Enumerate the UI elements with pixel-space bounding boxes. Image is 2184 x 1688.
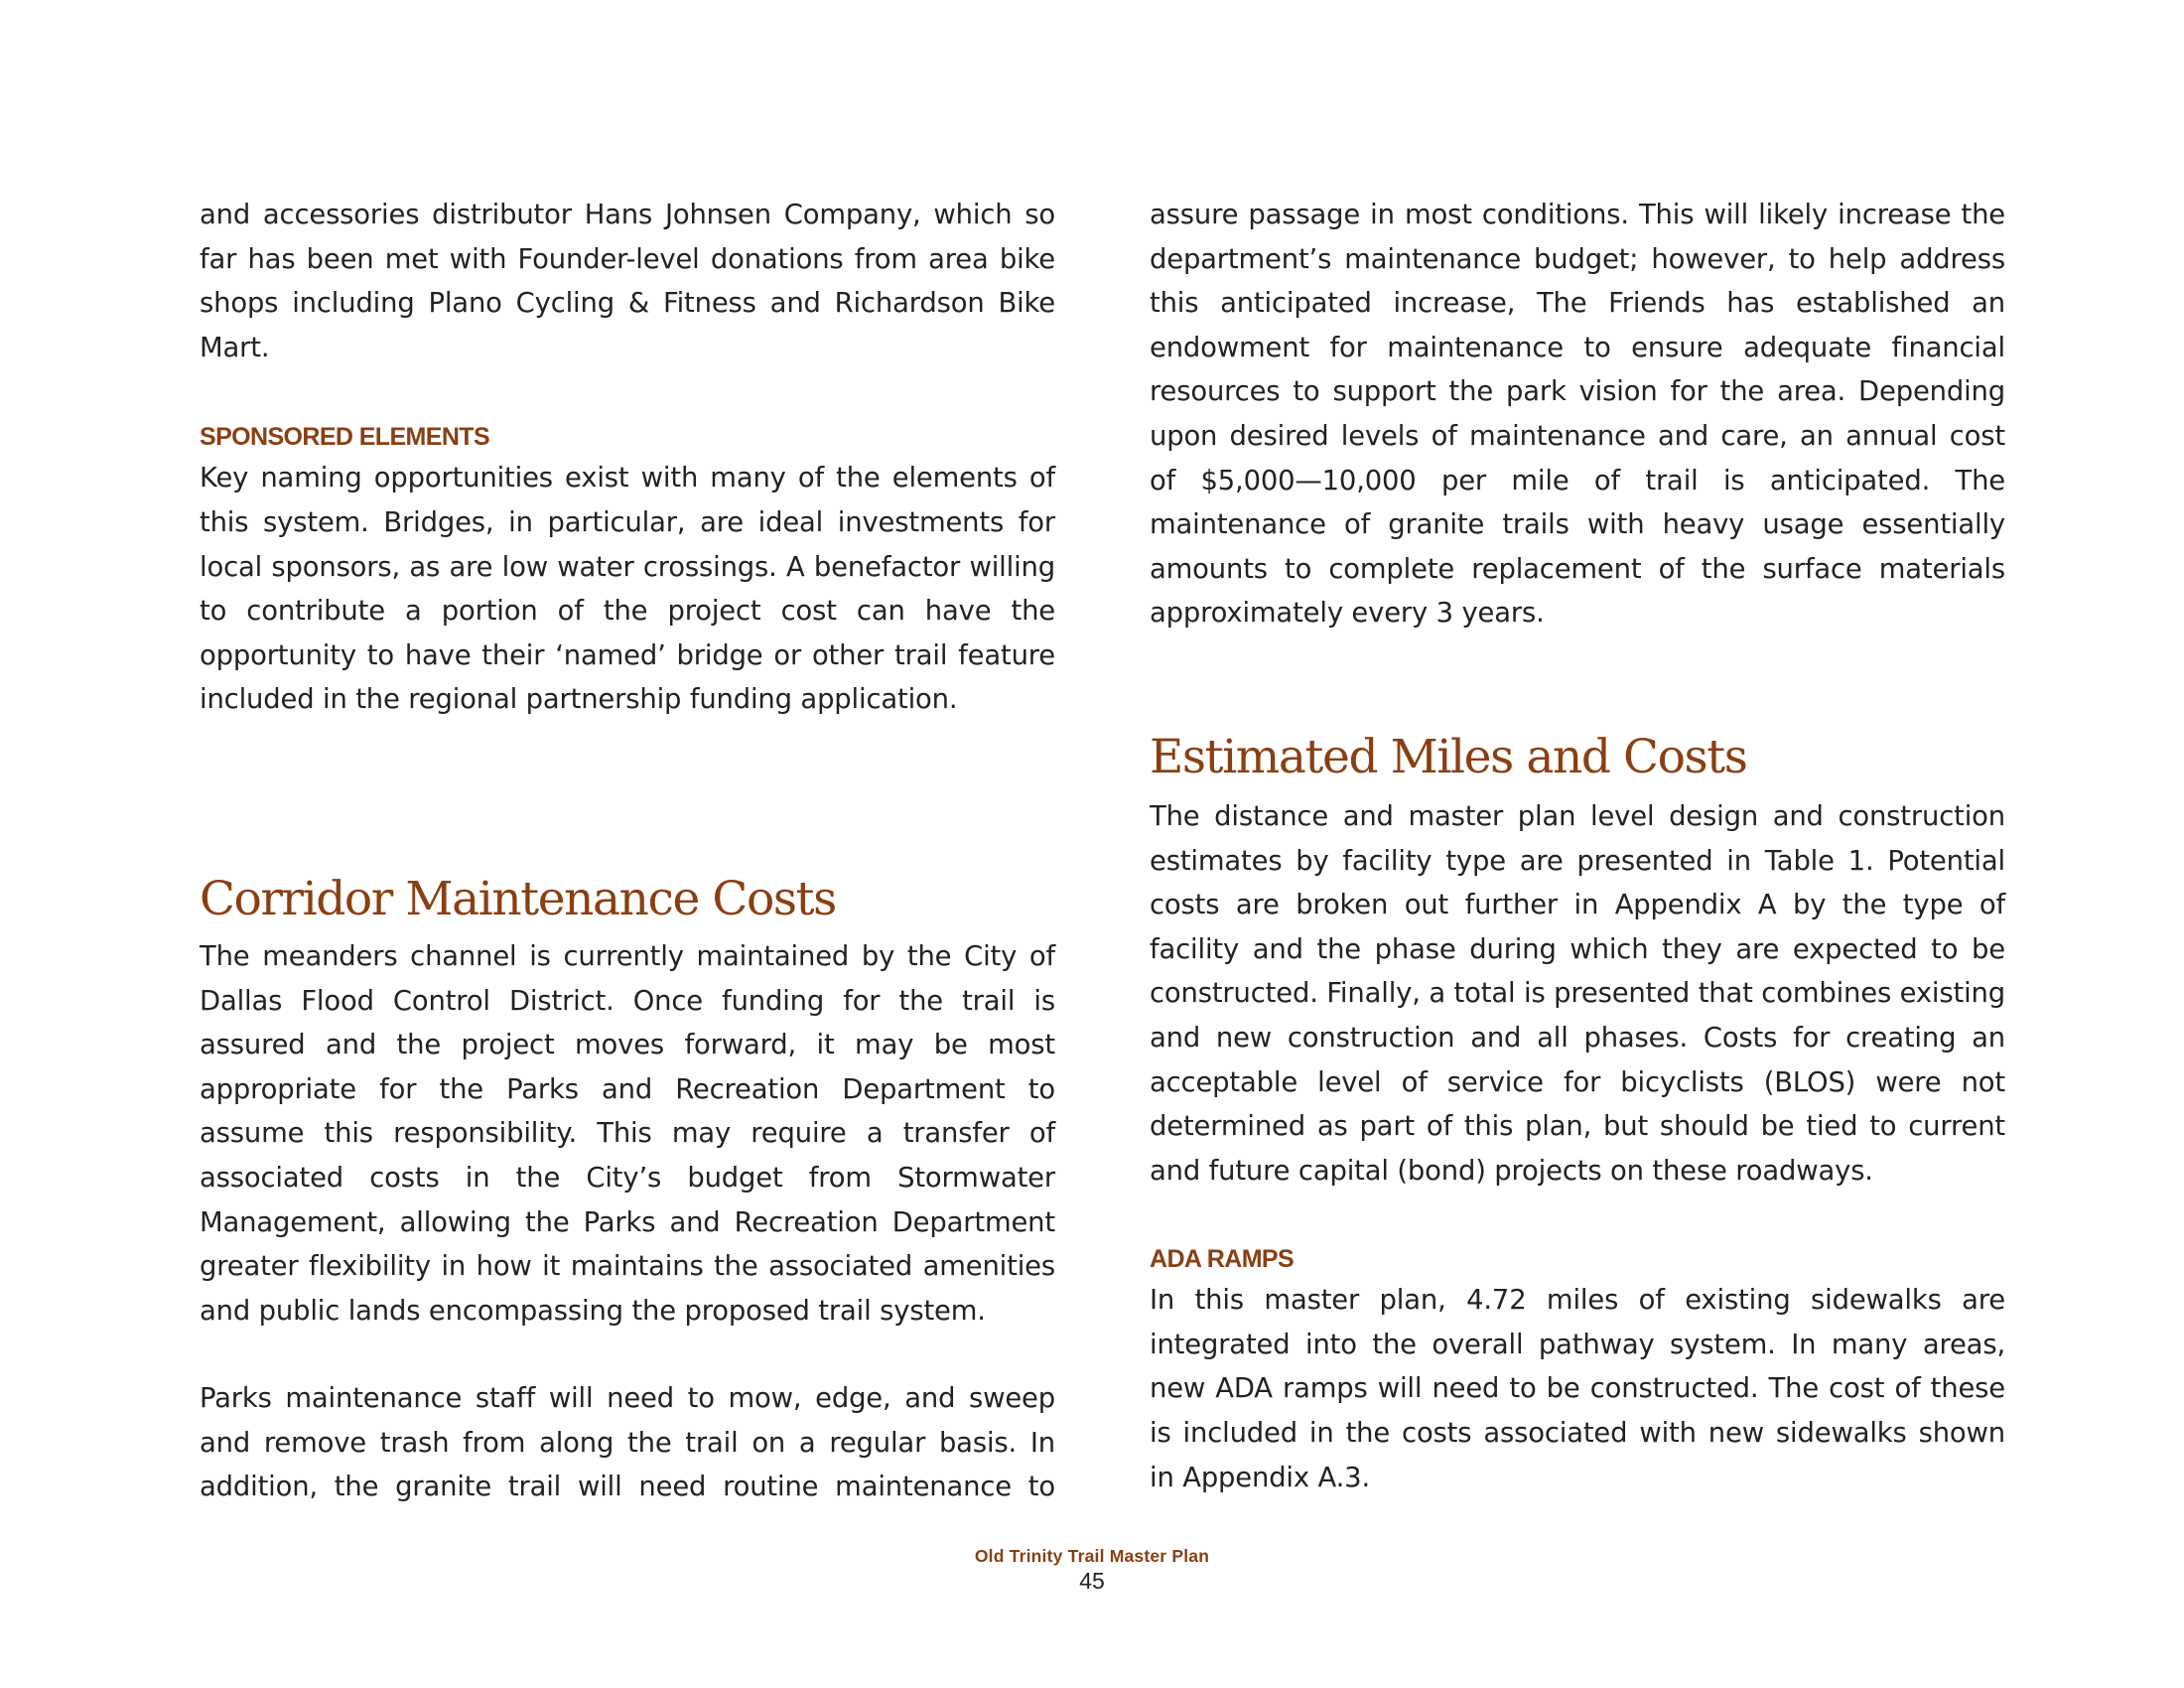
sponsored-elements-heading: SPONSORED ELEMENTS [200,423,490,452]
ada-ramps-heading: ADA RAMPS [1150,1245,1295,1274]
corridor-maintenance-title: Corridor Maintenance Costs [200,871,836,926]
page-number: 45 [1079,1568,1105,1594]
corridor-maintenance-paragraph-1: The meanders channel is currently maintained by the City of Dallas Flood Control District. Once funding for the trail is assured and the project moves forward, it may be most appropriate for the Parks and Recreation Department to assume this responsibility. This may require a transfer of associated costs in the City’s budget from Stormwater Management, allowing the Parks and Recreation Department greater flexibility in how it maintains the associated amenities and public lands encompassing the proposed trail system. [200,940,1055,1327]
corridor-maintenance-paragraph-2: Parks maintenance staff will need to mow, edge, and sweep and remove trash from along the trail on a regular basis. In addition, the granite trail will need routine maintenance to [200,1383,1055,1503]
left-column [200,194,1055,1510]
estimated-miles-costs-title: Estimated Miles and Costs [1150,729,1747,784]
right-column [1150,194,2005,1500]
intro-paragraph: and accessories distributor Hans Johnsen Company, which so far has been met with Founder-level donations from area bike shops including Plano Cycling & Fitness and Richardson Bike Mart. [200,200,1055,363]
footer-document-title: Old Trinity Trail Master Plan [974,1546,1210,1566]
maintenance-continued-paragraph: assure passage in most conditions. This will likely increase the department’s maintenance budget; however, to help address this anticipated increase, The Friends has established an endowment for maintenance to ensure adequate financial resources to support the park vision for the area. Depending upon desired levels of maintenance and care, an annual cost of $5,000—10,000 per mile of trail is anticipated. The maintenance of granite trails with heavy usage essentially amounts to complete replacement of the surface materials approximately every 3 years. [1150,200,2005,630]
sponsored-elements-paragraph: Key naming opportunities exist with many of the elements of this system. Bridges, in particular, are ideal investments for local sponsors, as are low water crossings. A benefactor willing to contribute a portion of the project cost can have the opportunity to have their ‘named’ bridge or other trail feature included in the regional partnership funding application. [200,463,1055,716]
page-footer [0,1545,2184,1595]
ada-ramps-paragraph: In this master plan, 4.72 miles of existing sidewalks are integrated into the overall pathway system. In many areas, new ADA ramps will need to be constructed. The cost of these is included in the costs associated with new sidewalks shown in Appendix A.3. [1150,1285,2005,1493]
estimated-miles-costs-paragraph: The distance and master plan level design and construction estimates by facility type are presented in Table 1. Potential costs are broken out further in Appendix A by the type of facility and the phase during which they are expected to be constructed. Finally, a total is presented that combines existing and new construction and all phases. Costs for creating an acceptable level of service for bicyclists (BLOS) were not determined as part of this plan, but should be tied to current and future capital (bond) projects on these roadways. [1150,800,2005,1187]
